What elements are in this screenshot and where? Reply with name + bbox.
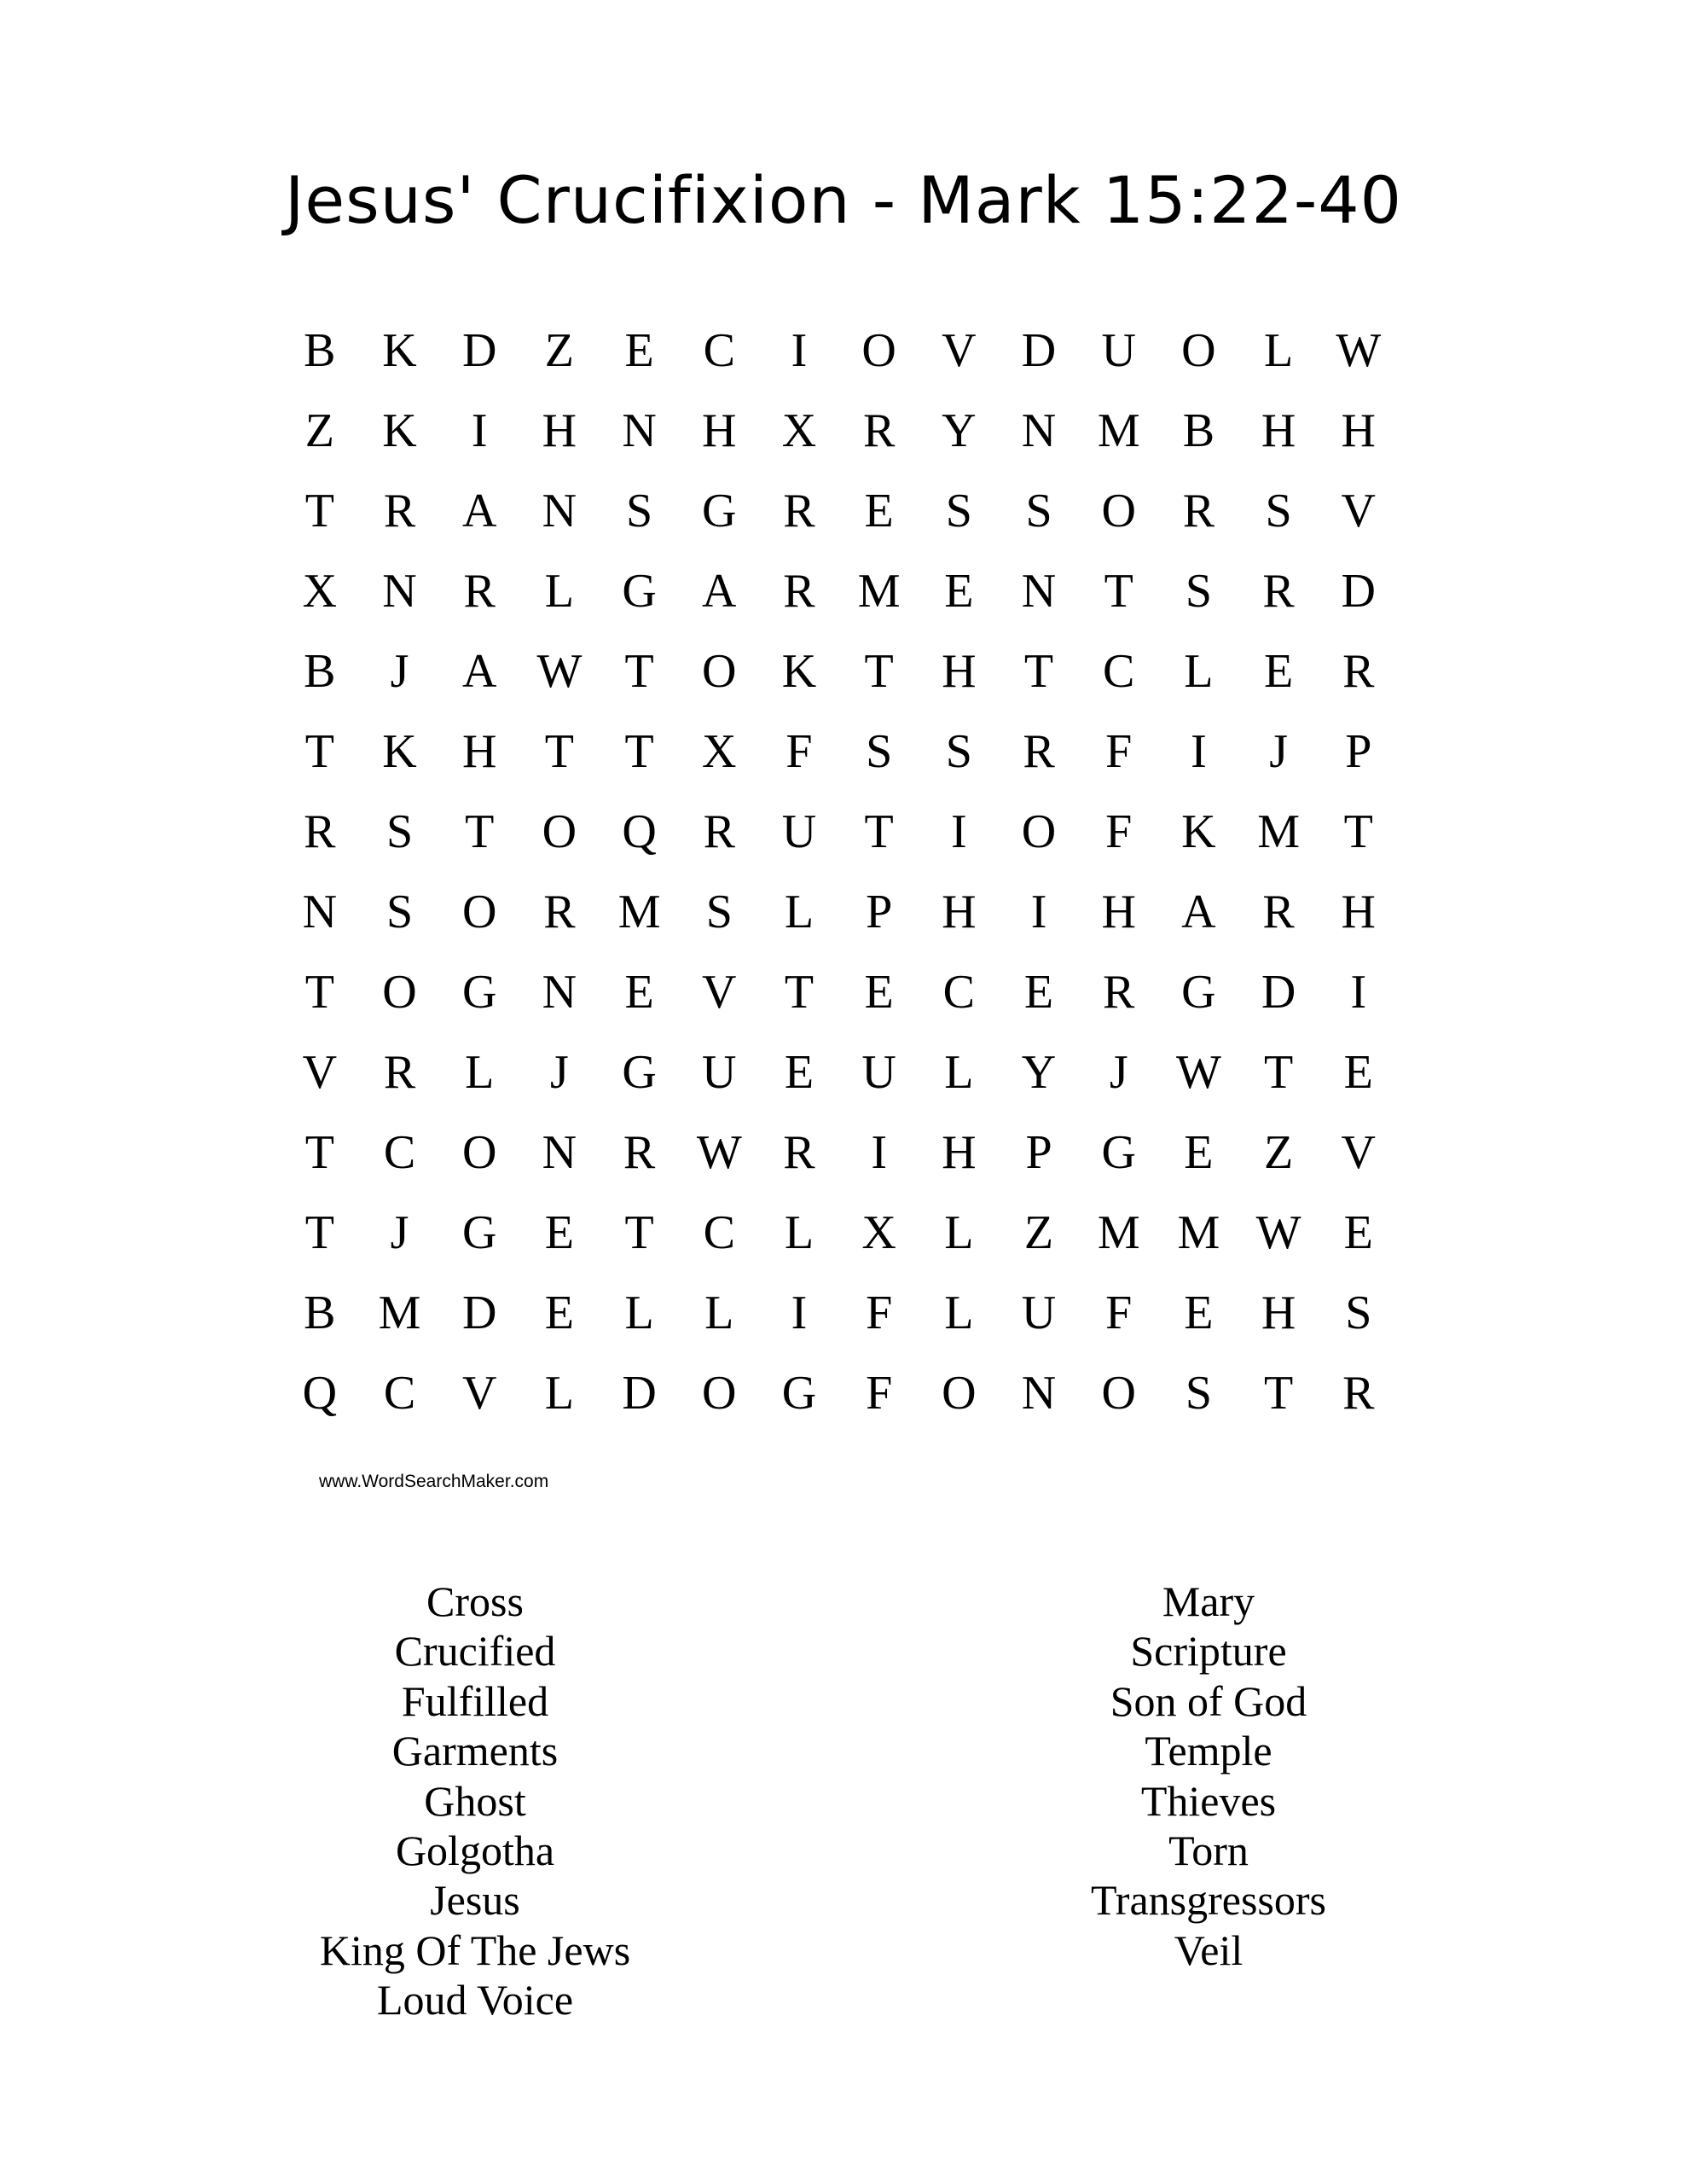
grid-cell: V [461,1367,497,1420]
grid-cell: P [1345,725,1372,778]
word-list-item: Scripture [1130,1627,1287,1676]
grid-cell: R [543,886,576,938]
word-list-item: Transgressors [1091,1876,1326,1925]
grid-cell: E [1023,966,1054,1019]
grid-cell: T [624,725,654,778]
grid-cell: W [1255,1206,1301,1259]
grid-cell: U [861,1046,896,1099]
grid-cell: N [542,1126,577,1179]
grid-cell: P [1025,1126,1052,1179]
grid-row [280,1032,1399,1112]
grid-cell: I [871,1126,887,1179]
grid-cell: G [622,1046,657,1099]
grid-cell: U [702,1046,737,1099]
grid-cell: M [1097,404,1140,457]
grid-cell: G [781,1367,817,1420]
grid-cell: N [1021,404,1057,457]
grid-cell: T [304,485,334,537]
grid-cell: T [1263,1046,1294,1099]
grid-cell: T [304,1126,334,1179]
grid-cell: O [702,645,737,698]
grid-cell: A [461,645,497,698]
grid-row [280,631,1399,712]
grid-cell: K [382,404,417,457]
page-title: Jesus' Crucifixion - Mark 15:22-40 [284,162,1403,238]
grid-cell: N [622,404,657,457]
word-search-grid [280,311,1399,1433]
grid-cell: V [302,1046,338,1099]
word-list-item: Mary [1162,1577,1255,1625]
grid-cell: H [1341,404,1376,457]
grid-cell: U [1101,324,1136,377]
grid-cell: E [944,565,974,618]
grid-cell: H [1101,886,1136,938]
grid-cell: Q [622,805,657,858]
grid-cell: A [1181,886,1216,938]
grid-cell: N [1021,1367,1057,1420]
grid-cell: S [945,485,972,537]
grid-cell: R [783,565,815,618]
grid-row [280,471,1399,551]
grid-cell: K [1181,805,1216,858]
grid-cell: H [461,725,497,778]
grid-cell: L [544,1367,575,1420]
word-list-item: Golgotha [395,1827,555,1875]
grid-cell: H [702,404,737,457]
grid-cell: T [1343,805,1373,858]
grid-cell: T [304,966,334,1019]
grid-cell: I [1350,966,1367,1019]
grid-row [280,1193,1399,1273]
grid-cell: F [1105,1287,1133,1339]
grid-cell: S [705,886,733,938]
grid-cell: E [544,1287,575,1339]
grid-cell: D [461,324,497,377]
grid-cell: R [1182,485,1215,537]
grid-cell: D [1341,565,1376,618]
grid-cell: L [944,1287,974,1339]
word-list-item: Son of God [1110,1676,1307,1725]
grid-cell: W [1336,324,1382,377]
grid-cell: Q [302,1367,338,1420]
grid-cell: R [383,485,416,537]
grid-cell: X [861,1206,896,1259]
grid-cell: S [1185,1367,1212,1420]
grid-cell: E [624,324,654,377]
grid-cell: C [703,1206,735,1259]
grid-row [280,1353,1399,1433]
grid-cell: M [857,565,901,618]
grid-cell: R [862,404,896,457]
grid-cell: G [1181,966,1216,1019]
grid-cell: D [622,1367,657,1420]
grid-cell: T [624,645,654,698]
grid-cell: L [704,1287,734,1339]
grid-cell: O [382,966,417,1019]
grid-cell: W [696,1126,742,1179]
grid-cell: L [624,1287,654,1339]
grid-row [280,391,1399,471]
grid-cell: W [536,645,583,698]
grid-cell: O [1101,1367,1136,1420]
grid-cell: T [1104,565,1133,618]
grid-cell: G [702,485,737,537]
grid-row [280,1273,1399,1353]
word-list-left [219,1577,731,2025]
grid-cell: Z [1263,1126,1294,1179]
grid-cell: S [1345,1287,1372,1339]
word-list-item: Veil [1174,1926,1244,1974]
grid-cell: J [1269,725,1288,778]
grid-cell: V [942,324,977,377]
grid-row [280,712,1399,792]
grid-row [280,551,1399,631]
grid-cell: J [550,1046,569,1099]
grid-cell: I [791,324,808,377]
grid-cell: A [461,485,497,537]
word-list-item: Cross [426,1577,524,1625]
grid-cell: C [383,1126,416,1179]
grid-cell: X [781,404,817,457]
grid-row [280,792,1399,872]
grid-cell: T [624,1206,654,1259]
grid-cell: R [1023,725,1055,778]
grid-cell: H [542,404,577,457]
grid-cell: K [382,725,417,778]
grid-cell: H [942,886,977,938]
grid-cell: D [1261,966,1296,1019]
grid-cell: N [542,485,577,537]
grid-cell: E [1263,645,1294,698]
grid-row [280,311,1399,391]
grid-cell: E [864,485,894,537]
grid-cell: S [866,725,893,778]
grid-cell: H [1341,886,1376,938]
grid-cell: S [1265,485,1292,537]
grid-cell: O [1101,485,1136,537]
grid-cell: R [463,565,496,618]
grid-cell: R [783,1126,815,1179]
grid-cell: X [302,565,338,618]
grid-cell: A [702,565,737,618]
word-list-item: Ghost [424,1776,526,1825]
grid-cell: R [783,485,815,537]
word-list-right [953,1577,1464,1975]
grid-cell: F [1105,725,1133,778]
grid-cell: G [461,966,497,1019]
word-list-item: Temple [1145,1727,1272,1775]
grid-cell: V [702,966,737,1019]
grid-cell: C [383,1367,416,1420]
grid-cell: M [1177,1206,1220,1259]
grid-cell: L [544,565,575,618]
grid-cell: N [1021,565,1057,618]
grid-cell: L [944,1046,974,1099]
word-list-item: Crucified [394,1627,556,1676]
grid-cell: S [386,805,414,858]
grid-cell: V [1341,1126,1376,1179]
grid-cell: Z [1023,1206,1054,1259]
grid-cell: R [1342,645,1375,698]
grid-cell: U [1021,1287,1057,1339]
grid-cell: Z [544,324,575,377]
grid-cell: T [465,805,495,858]
grid-cell: M [378,1287,421,1339]
grid-row [280,872,1399,952]
grid-cell: B [304,645,336,698]
grid-cell: X [702,725,737,778]
grid-cell: R [304,805,336,858]
grid-cell: D [461,1287,497,1339]
grid-cell: F [1105,805,1133,858]
grid-cell: S [1025,485,1052,537]
grid-cell: E [544,1206,575,1259]
grid-cell: H [1261,404,1296,457]
grid-cell: T [304,1206,334,1259]
word-list-item: Thieves [1140,1776,1277,1825]
grid-cell: T [864,805,894,858]
grid-cell: O [461,886,497,938]
grid-cell: K [382,324,417,377]
grid-cell: G [622,565,657,618]
grid-cell: Z [304,404,334,457]
grid-cell: S [386,886,414,938]
grid-cell: J [1109,1046,1128,1099]
grid-cell: Y [1021,1046,1057,1099]
grid-cell: F [786,725,813,778]
grid-cell: I [951,805,967,858]
grid-cell: E [864,966,894,1019]
grid-cell: M [617,886,661,938]
grid-cell: T [864,645,894,698]
grid-cell: T [1263,1367,1294,1420]
word-list-item: Fulfilled [401,1676,549,1725]
grid-cell: R [1262,886,1295,938]
grid-cell: R [383,1046,416,1099]
grid-cell: I [791,1287,808,1339]
grid-cell: I [1191,725,1207,778]
grid-cell: S [626,485,653,537]
grid-cell: R [1342,1367,1375,1420]
grid-cell: T [784,966,815,1019]
grid-cell: C [942,966,976,1019]
grid-cell: T [544,725,575,778]
grid-cell: O [702,1367,737,1420]
grid-cell: O [461,1126,497,1179]
word-list-item: King Of The Jews [319,1926,631,1974]
grid-cell: W [1175,1046,1221,1099]
grid-cell: G [1101,1126,1136,1179]
grid-cell: R [1262,565,1295,618]
grid-cell: M [1257,805,1300,858]
grid-cell: I [1030,886,1047,938]
grid-cell: T [304,725,334,778]
grid-cell: O [1021,805,1057,858]
grid-cell: E [624,966,654,1019]
grid-cell: O [942,1367,977,1420]
grid-cell: H [1261,1287,1296,1339]
grid-cell: S [1185,565,1212,618]
grid-row [280,952,1399,1032]
grid-cell: B [1182,404,1215,457]
grid-cell: N [382,565,417,618]
grid-cell: P [866,886,893,938]
grid-cell: D [1021,324,1057,377]
grid-row [280,1112,1399,1193]
grid-cell: S [945,725,972,778]
grid-cell: K [781,645,817,698]
grid-cell: R [1103,966,1135,1019]
grid-cell: I [471,404,488,457]
grid-cell: J [390,1206,409,1259]
word-list-item: Garments [391,1727,559,1775]
grid-cell: R [623,1126,656,1179]
grid-cell: G [461,1206,497,1259]
grid-cell: E [1343,1206,1373,1259]
grid-cell: B [304,324,336,377]
grid-cell: U [781,805,817,858]
grid-cell: L [784,1206,815,1259]
grid-cell: F [866,1367,893,1420]
grid-cell: E [1184,1126,1214,1179]
grid-cell: L [1263,324,1294,377]
word-list-item: Loud Voice [376,1976,574,2024]
grid-cell: E [784,1046,815,1099]
grid-cell: M [1097,1206,1140,1259]
grid-cell: J [390,645,409,698]
grid-cell: T [1023,645,1054,698]
grid-cell: O [861,324,896,377]
credit-text: www.WordSearchMaker.com [319,1472,549,1491]
grid-cell: Y [942,404,977,457]
grid-cell: H [942,1126,977,1179]
grid-cell: L [1184,645,1214,698]
word-list-item: Jesus [430,1876,520,1925]
grid-cell: L [944,1206,974,1259]
grid-cell: N [302,886,338,938]
grid-cell: O [542,805,577,858]
grid-cell: H [942,645,977,698]
grid-cell: B [304,1287,336,1339]
grid-cell: F [866,1287,893,1339]
grid-cell: R [703,805,735,858]
grid-cell: E [1343,1046,1373,1099]
grid-cell: L [465,1046,495,1099]
grid-cell: L [784,886,815,938]
grid-cell: E [1184,1287,1214,1339]
word-list-item: Torn [1168,1827,1249,1875]
grid-cell: C [1103,645,1135,698]
grid-cell: V [1341,485,1376,537]
grid-cell: N [542,966,577,1019]
grid-cell: C [703,324,735,377]
grid-cell: O [1181,324,1216,377]
